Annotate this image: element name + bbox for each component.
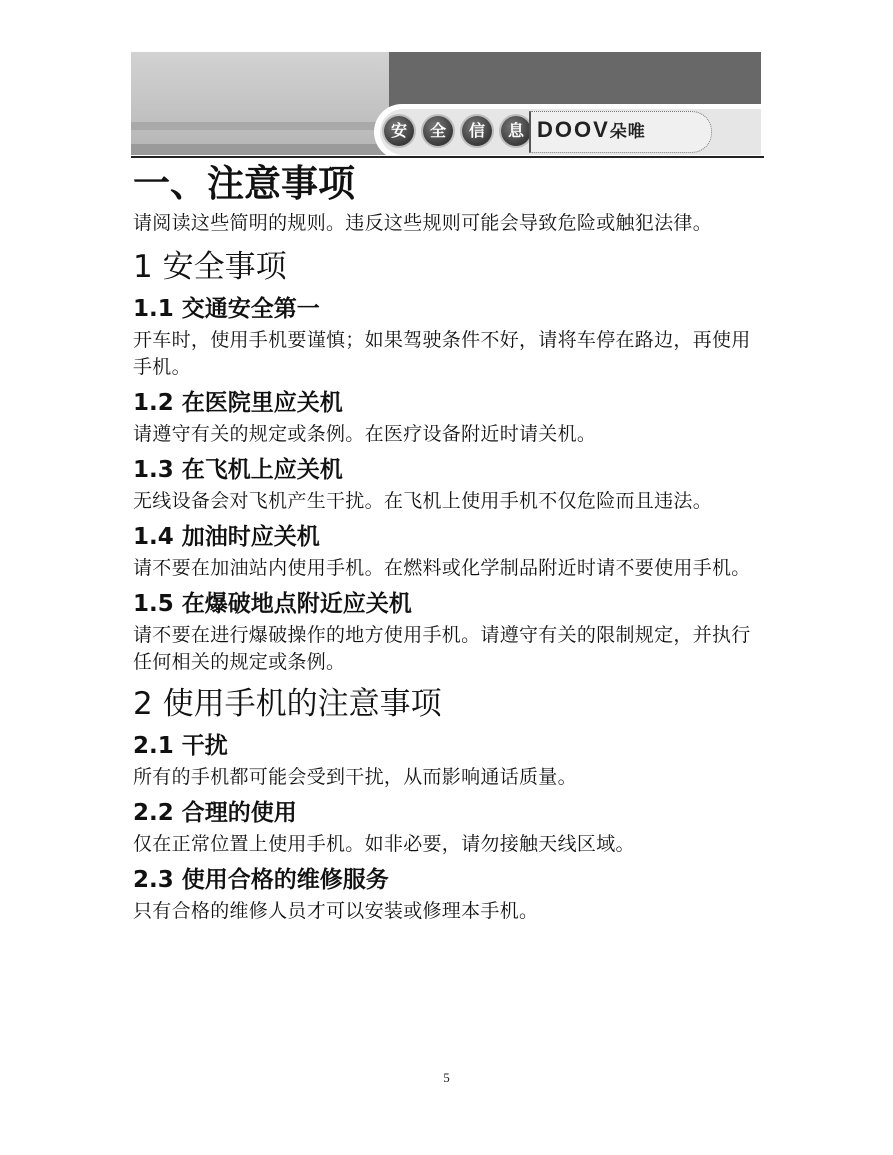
subsection-title: 2.1 干扰: [133, 733, 228, 759]
brand-logo-text: DOOV: [537, 117, 610, 142]
tab-char: 息: [501, 116, 531, 146]
section-title: 1 安全事项: [133, 249, 287, 285]
subsection-text: 仅在正常位置上使用手机。如非必要，请勿接触天线区域。: [133, 833, 635, 855]
document-body: [133, 158, 763, 929]
subsection-title: 1.3 在飞机上应关机: [133, 457, 343, 483]
section-title: 2 使用手机的注意事项: [133, 686, 442, 722]
intro-paragraph: 请阅读这些简明的规则。违反这些规则可能会导致危险或触犯法律。: [133, 212, 713, 234]
subsection-text: 无线设备会对飞机产生干扰。在飞机上使用手机不仅危险而且违法。: [133, 490, 713, 512]
brand-logo: [537, 115, 646, 145]
page-number: 5: [443, 1070, 450, 1085]
subsection-title: 1.5 在爆破地点附近应关机: [133, 591, 412, 617]
subsection-text: 只有合格的维修人员才可以安装或修理本手机。: [133, 900, 539, 922]
tab-char: 信: [462, 116, 492, 146]
subsection-text: 请遵守有关的规定或条例。在医疗设备附近时请关机。: [133, 423, 597, 445]
tab-char: 安: [384, 116, 414, 146]
subsection-title: 1.2 在医院里应关机: [133, 390, 343, 416]
subsection-text: 所有的手机都可能会受到干扰，从而影响通话质量。: [133, 766, 577, 788]
subsection-title: 1.1 交通安全第一: [133, 296, 320, 322]
tab-char: 全: [423, 116, 453, 146]
subsection-text: 请不要在加油站内使用手机。在燃料或化学制品附近时请不要使用手机。: [133, 557, 751, 579]
subsection-title: 1.4 加油时应关机: [133, 524, 320, 550]
subsection-title: 2.3 使用合格的维修服务: [133, 867, 389, 893]
brand-cn-text: 朵唯: [609, 122, 646, 142]
subsection-text: 请不要在进行爆破操作的地方使用手机。请遵守有关的限制规定，并执行任何相关的规定或条例。: [133, 624, 751, 673]
section-tab-label: [384, 116, 531, 146]
subsection-text: 开车时，使用手机要谨慎；如果驾驶条件不好，请将车停在路边，再使用手机。: [133, 329, 751, 378]
banner-stripe: [131, 144, 389, 155]
page-title: 一、注意事项: [133, 162, 355, 205]
banner-light-panel: [131, 52, 389, 155]
subsection-title: 2.2 合理的使用: [133, 800, 297, 826]
header-banner: [131, 52, 761, 155]
